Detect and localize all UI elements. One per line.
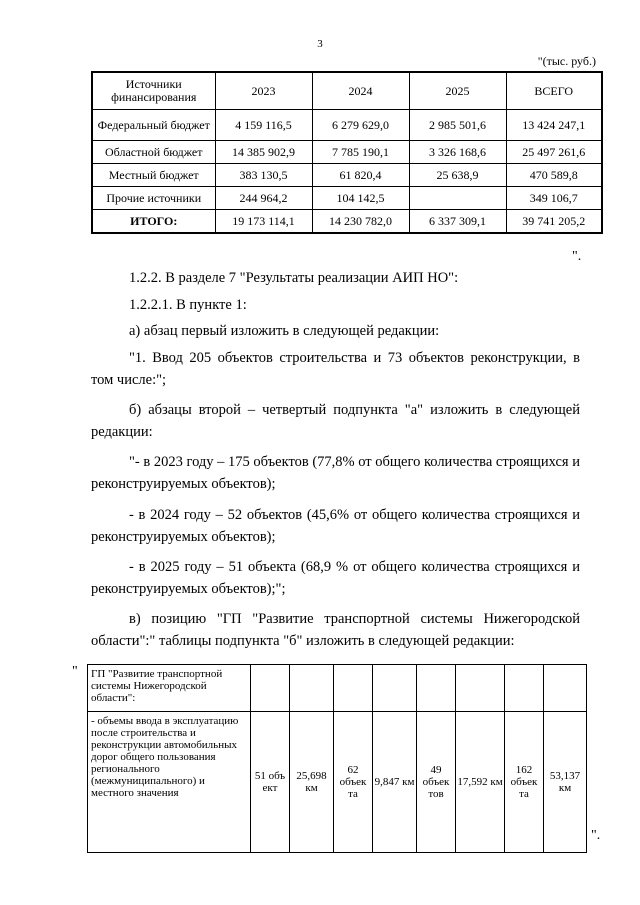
paragraph-1-2-2-1: 1.2.2.1. В пункте 1: [129, 297, 247, 313]
table-cell [409, 187, 506, 210]
gp-cell: 17,592 км [456, 712, 505, 853]
total-cell: 14 230 782,0 [312, 210, 409, 234]
gp-header-row [88, 665, 587, 712]
total-cell: 6 337 309,1 [409, 210, 506, 234]
table-cell: 14 385 902,9 [215, 141, 312, 164]
gp-table-open-quote: " [72, 664, 78, 679]
total-cell: 19 173 114,1 [215, 210, 312, 234]
table-cell: 244 964,2 [215, 187, 312, 210]
units-note: "(тыс. руб.) [537, 54, 596, 68]
header-cell: 2025 [409, 72, 506, 110]
table-close-quote: ". [572, 249, 582, 264]
gp-table [87, 664, 587, 853]
table-cell: 383 130,5 [215, 164, 312, 187]
table-cell: 61 820,4 [312, 164, 409, 187]
table-cell: 2 985 501,6 [409, 110, 506, 141]
header-cell: 2023 [215, 72, 312, 110]
paragraph-a-text: "1. Ввод 205 объектов строительства и 73 объектов реконструкции, в том числе:"; [91, 350, 580, 388]
table-row [92, 187, 602, 210]
table-cell: 7 785 190,1 [312, 141, 409, 164]
gp-data-row [88, 712, 587, 853]
total-label: ИТОГО: [92, 210, 215, 234]
header-cell: Источники финансирования [92, 72, 215, 110]
gp-cell: 53,137 км [544, 712, 587, 853]
table-row [92, 164, 602, 187]
gp-cell: 49 объек тов [417, 712, 456, 853]
table-cell: 4 159 116,5 [215, 110, 312, 141]
header-cell: 2024 [312, 72, 409, 110]
row-label: Областной бюджет [92, 141, 215, 164]
finance-table [91, 71, 603, 234]
table-row [92, 141, 602, 164]
paragraph-a: а) абзац первый изложить в следующей редакции: [129, 323, 440, 339]
table-cell: 6 279 629,0 [312, 110, 409, 141]
table-cell: 3 326 168,6 [409, 141, 506, 164]
table-row [92, 110, 602, 141]
gp-cell: 51 объ ект [251, 712, 290, 853]
paragraph-1-2-2: 1.2.2. В разделе 7 "Результаты реализации АИП НО": [129, 270, 459, 286]
row-label: Прочие источники [92, 187, 215, 210]
gp-table-close-quote: ". [591, 828, 601, 843]
gp-cell: 9,847 км [373, 712, 417, 853]
item-2024: - в 2024 году – 52 объектов (45,6% от общего количества строящихся и реконструируемых объектов); [91, 507, 580, 545]
header-cell: ВСЕГО [506, 72, 602, 110]
total-row [92, 210, 602, 234]
gp-row-label: - объемы ввода в эксплуатацию после строительства и реконструкции автомобильных дорог общего пользования регионального (межмуниципального) и местного значения [88, 712, 251, 853]
gp-cell: 62 объек та [334, 712, 373, 853]
paragraph-v: в) позицию "ГП "Развитие транспортной системы Нижегородской области":" таблицы подпункта "б" изложить в следующей редакции: [91, 611, 580, 649]
row-label: Местный бюджет [92, 164, 215, 187]
page-number: 3 [317, 38, 323, 50]
item-2023: "- в 2023 году – 175 объектов (77,8% от общего количества строящихся и реконструируемых объектов); [91, 454, 580, 492]
table-cell: 13 424 247,1 [506, 110, 602, 141]
item-2025: - в 2025 году – 51 объекта (68,9 % от общего количества строящихся и реконструируемых объектов);"; [91, 559, 580, 597]
table-cell: 470 589,8 [506, 164, 602, 187]
table-cell: 104 142,5 [312, 187, 409, 210]
gp-cell: 162 объек та [505, 712, 544, 853]
table-cell: 25 638,9 [409, 164, 506, 187]
gp-header-label: ГП "Развитие транспортной системы Нижегородской области": [88, 665, 251, 712]
gp-cell: 25,698 км [290, 712, 334, 853]
total-cell: 39 741 205,2 [506, 210, 602, 234]
table-cell: 349 106,7 [506, 187, 602, 210]
table-cell: 25 497 261,6 [506, 141, 602, 164]
row-label: Федеральный бюджет [92, 110, 215, 141]
finance-table-header [92, 72, 602, 110]
paragraph-b: б) абзацы второй – четвертый подпункта "а" изложить в следующей редакции: [91, 402, 580, 440]
